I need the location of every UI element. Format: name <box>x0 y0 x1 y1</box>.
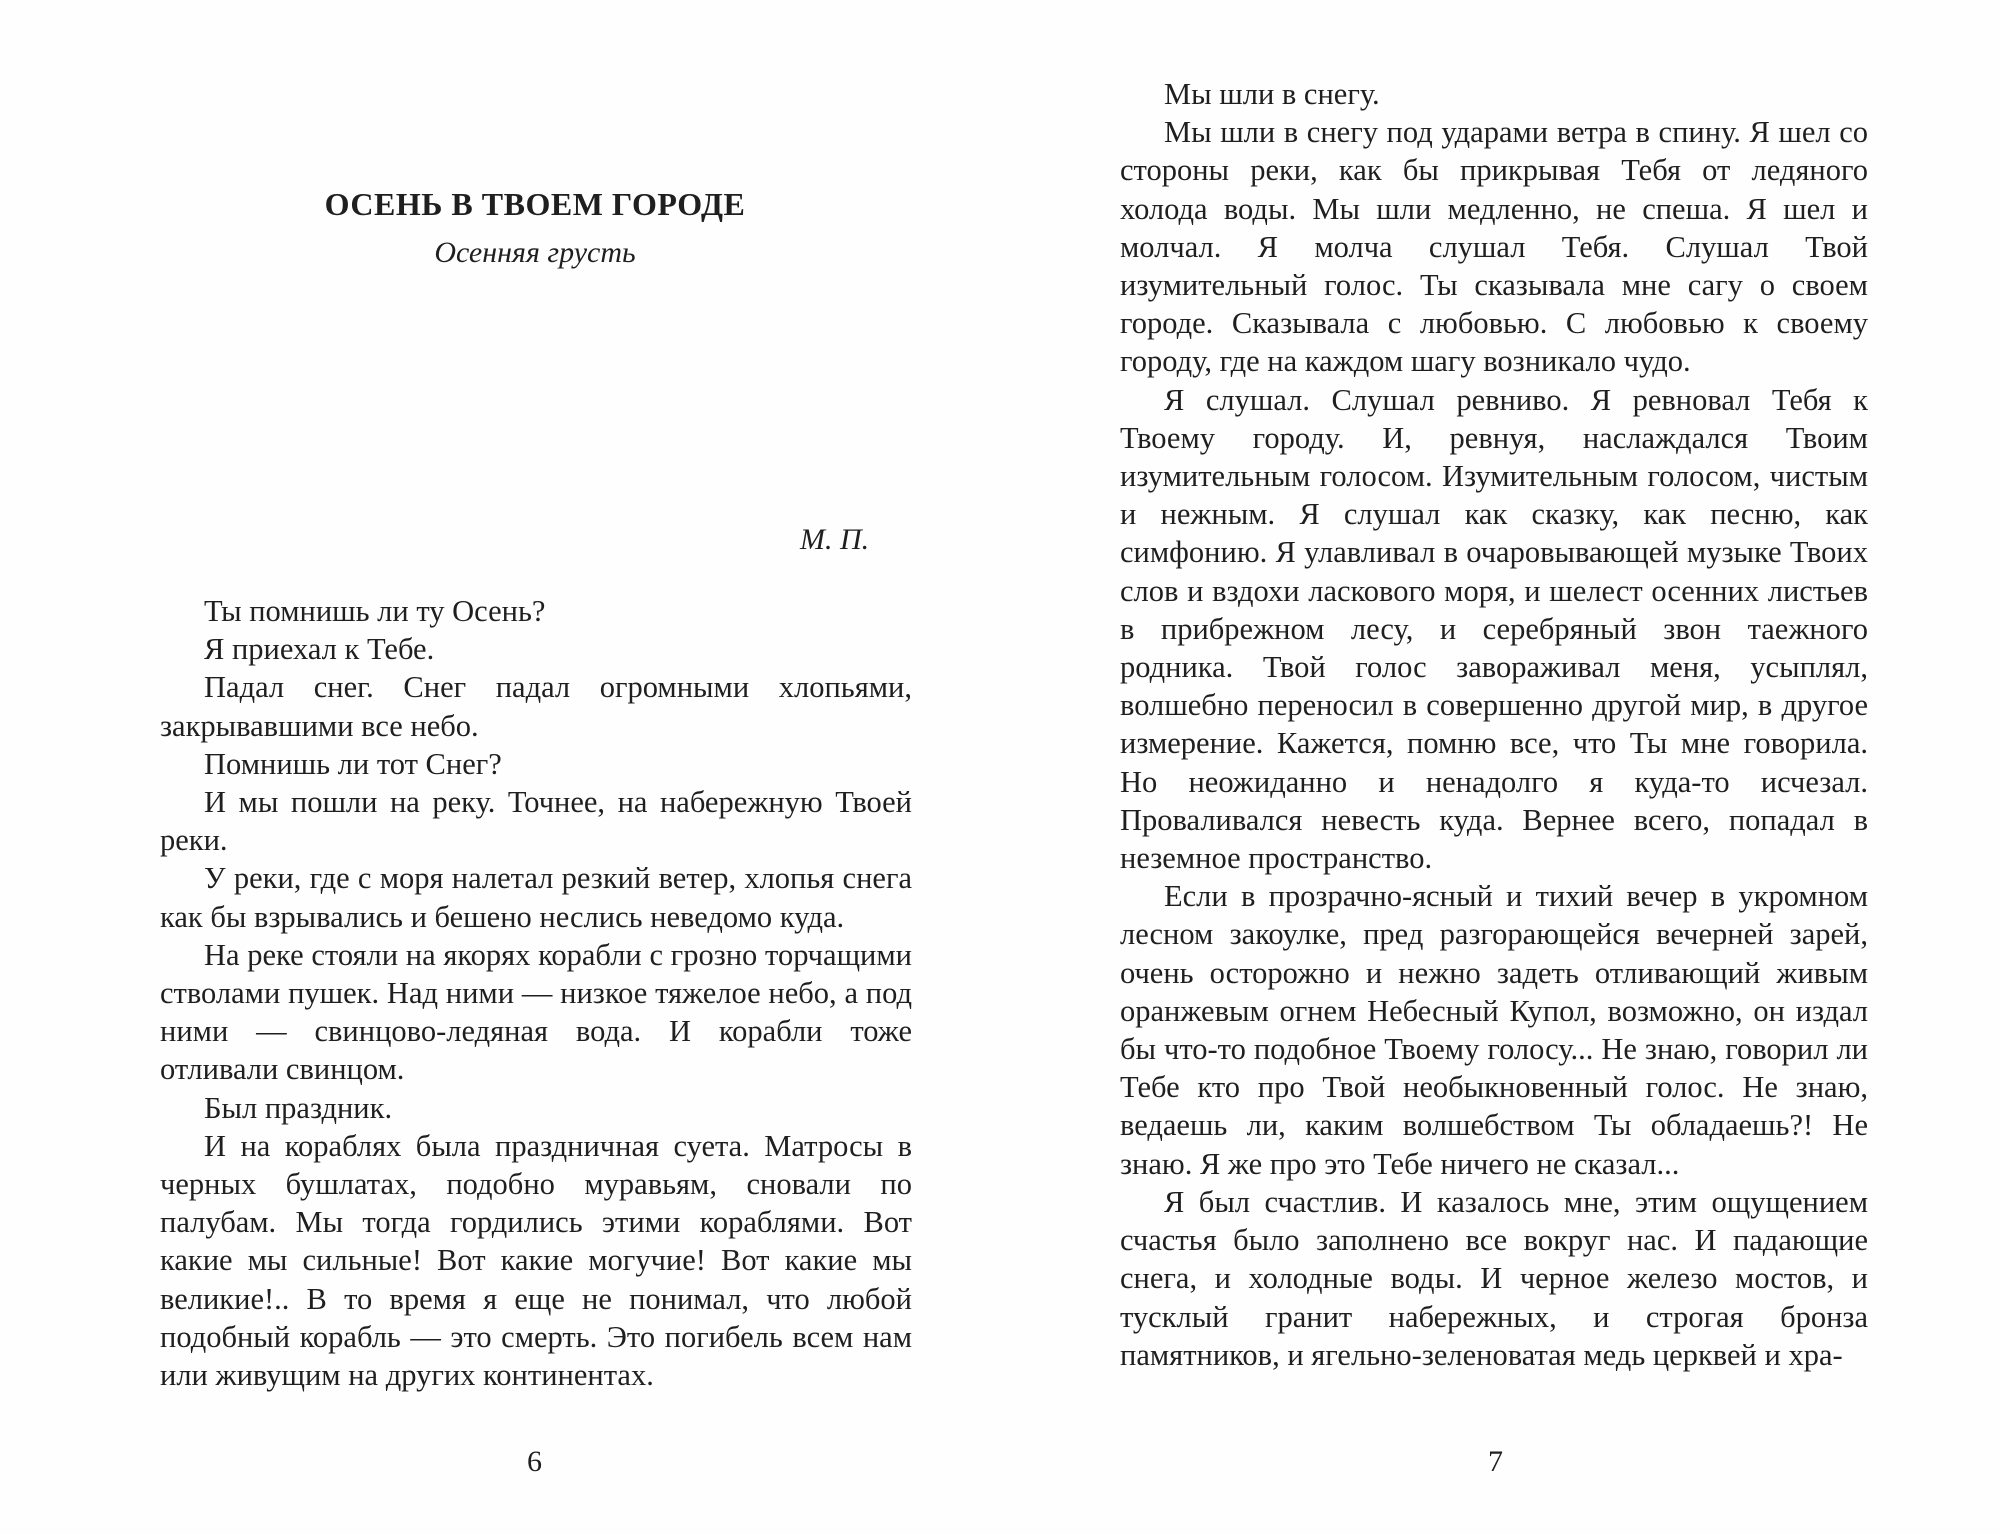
paragraph: Мы шли в снегу. <box>1164 77 1380 111</box>
paragraph: И на кораблях была праздничная суета. Матросы в черных бушлатах, подобно муравьям, сновали по палубам. Мы тогда гордились этими кораблями. Вот какие мы сильные! Вот какие могучие! Вот какие мы великие!.. В то время я еще не понимал, что любой подобный корабль — это смерть. Это погибель всем нам или живущим на других континентах. <box>160 1128 912 1393</box>
paragraph: И мы пошли на реку. Точнее, на набережную Твоей реки. <box>160 785 912 858</box>
paragraph: У реки, где с моря налетал резкий ветер, хлопья снега как бы взрывались и бешено неслись неведомо куда. <box>160 861 912 934</box>
right-page <box>1000 0 2000 1534</box>
paragraph: Я слушал. Слушал ревниво. Я ревновал Тебя к Твоему городу. И, ревнуя, наслаждался Твоим изумительным голосом. Изумительным голосом, чистым и нежным. Я слушал как сказку, как песню, как симфонию. Я улавливал в очаровывающей музыке Твоих слов и вздохи ласкового моря, и шелест осенних листьев в прибрежном лесу, и серебряный звон таежного родника. Твой голос завораживал меня, усыплял, волшебно переносил в совершенно другой мир, в другое измерение. Кажется, помню все, что Ты мне говорила. Но неожиданно и ненадолго я куда-то исчезал. Проваливался невесть куда. Вернее всего, попадал в неземное пространство. <box>1120 382 1868 876</box>
paragraph: Мы шли в снегу под ударами ветра в спину. Я шел со стороны реки, как бы прикрывая Тебя от ледяного холода воды. Мы шли медленно, не спеша. Я шел и молчал. Я молча слушал Тебя. Слушал Твой изумительный голос. Ты сказывала мне сагу о своем городе. Сказывала с любовью. С любовью к своему городу, где на каждом шагу возникало чудо. <box>1120 115 1868 379</box>
page-number-right: 7 <box>1488 1445 1503 1478</box>
paragraph: Ты помнишь ли ту Осень? <box>204 594 546 628</box>
paragraph: Я был счастлив. И казалось мне, этим ощущением счастья было заполнено все вокруг нас. И падающие снега, и холодные воды. И черное железо мостов, и тусклый гранит набережных, и строгая бронза памятников, и ягельно-зеленоватая медь церквей и хра- <box>1120 1184 1868 1372</box>
chapter-subtitle: Осенняя грусть <box>434 236 636 269</box>
paragraph: Был праздник. <box>204 1090 393 1125</box>
chapter-title: ОСЕНЬ В ТВОЕМ ГОРОДЕ <box>324 186 746 222</box>
right-page-text <box>1120 75 1868 1374</box>
epigraph-attribution: М. П. <box>800 523 870 556</box>
paragraph: На реке стояли на якорях корабли с грозно торчащими стволами пушек. Над ними — низкое тяжелое небо, а под ними — свинцово-ледяная вода. И корабли тоже отливали свинцом. <box>160 937 912 1087</box>
paragraph: Помнишь ли тот Снег? <box>204 746 502 781</box>
paragraph: Если в прозрачно-ясный и тихий вечер в укромном лесном закоулке, пред разгорающейся вечерней зарей, очень осторожно и нежно задеть отливающий живым оранжевым огнем Небесный Купол, возможно, он издал бы что-то подобное Твоему голосу... Не знаю, говорил ли Тебе кто про Твой необыкновенный голос. Не знаю, ведаешь ли, каким волшебством Ты обладаешь?! Не знаю. Я же про это Тебе ничего не сказал... <box>1120 879 1868 1181</box>
page-number-left: 6 <box>527 1445 542 1478</box>
chapter-heading <box>320 180 750 278</box>
paragraph: Падал снег. Снег падал огромными хлопьями, закрывавшими все небо. <box>160 670 912 743</box>
left-page-text <box>160 592 912 1394</box>
paragraph: Я приехал к Тебе. <box>204 632 435 667</box>
